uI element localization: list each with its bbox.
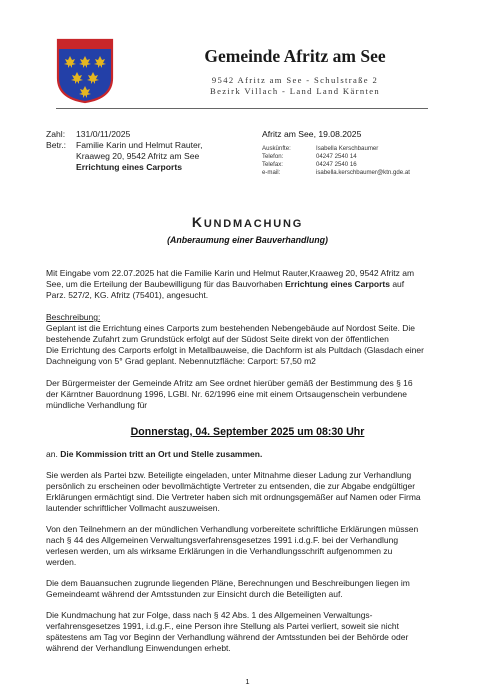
contact-value: 04247 2540 16: [316, 161, 357, 168]
contact-email: isabella.kerschbaumer@ktn.gde.at: [316, 169, 410, 176]
document-date: Afritz am See, 19.08.2025: [262, 129, 362, 139]
betr-line-2: Kraaweg 20, 9542 Afritz am See: [76, 151, 200, 161]
parties-line: lautender schriftlicher Vollmacht auszuweisen.: [46, 503, 220, 513]
effect-line: spätestens am Tag vor Beginn der Verhandlung während der Amtsstunden bei der Behörde oder: [46, 632, 409, 642]
meeting-place-prefix: an.: [46, 449, 61, 459]
effect-line: während der Verhandlung Einwendungen erhebt.: [46, 643, 231, 653]
coat-of-arms-icon: [56, 38, 114, 104]
effect-line: verfahrensgesetzes 1991, i.d.g.F., eine Person ihre Stellung als Partei verliert, soweit sie nicht: [46, 621, 399, 631]
intro-line: Parz. 527/2, KG. Afritz (75401), angesucht.: [46, 290, 209, 300]
written-line: nach § 44 des Allgemeinen Verwaltungsverfahrensgesetzes 1991 i.d.g.F. bei der Verhandlung: [46, 535, 399, 545]
municipality-name: Gemeinde Afritz am See: [204, 46, 386, 66]
description-line: Geplant ist die Errichtung eines Carports zum bestehenden Nebengebäude auf Nordost Seite. Die: [46, 323, 416, 333]
contact-label: Auskünfte:: [262, 145, 291, 152]
order-line: der Kärntner Bauordnung 1996, LGBl. Nr. 62/1996 eine mit einem Ortsaugenschein verbundene: [46, 389, 408, 399]
project-name: Errichtung eines Carports: [285, 279, 390, 289]
parties-line: Erklärungen ermächtigt sind. Die Vertreter haben sich mit ordnungsgemäßer auf Namen oder Firma: [46, 492, 421, 502]
meeting-place: [46, 449, 458, 460]
meeting-place-text: Die Kommission tritt an Ort und Stelle zusammen.: [60, 449, 263, 459]
meeting-date: Donnerstag, 04. September 2025 um 08:30 Uhr: [130, 426, 365, 438]
zahl-label: Zahl:: [46, 129, 66, 139]
contact-row: [262, 161, 462, 169]
intro-text: auf: [389, 279, 405, 289]
betr-line-1: Familie Karin und Helmut Rauter,: [76, 140, 203, 150]
intro-text: See, um die Erteilung der Baubewilligung für das Bauvorhaben: [46, 279, 286, 289]
contact-row: [262, 169, 462, 177]
betr-label: Betr.:: [46, 140, 67, 150]
description-line: bestehende Zufahrt zum Grundstück erfolgt auf der Südost Seite direkt von der öffentlichen: [46, 334, 389, 344]
parties-line: Sie werden als Partei bzw. Beteiligte eingeladen, unter Mitnahme dieser Ladung zur Verhandlung: [46, 470, 412, 480]
description-line: Die Errichtung des Carports erfolgt in Metallbauweise, die Dachform ist als Pultdach (Glasdach einer: [46, 345, 424, 355]
contact-value: Isabella Kerschbaumer: [316, 145, 379, 152]
title-initial: K: [191, 214, 204, 230]
document-title: [0, 214, 495, 230]
document-subtitle: (Anberaumung einer Bauverhandlung): [167, 235, 328, 245]
contact-row: [262, 153, 462, 161]
description-heading: Beschreibung:: [46, 312, 101, 322]
contact-label: Telefon:: [262, 153, 284, 160]
effect-line: Die Kundmachung hat zur Folge, dass nach § 42 Abs. 1 des Allgemeinen Verwaltungs-: [46, 610, 373, 620]
page-number: 1: [245, 677, 250, 686]
intro-line: [46, 279, 458, 290]
written-line: Von den Teilnehmern an der mündlichen Verhandlung vorbereitete schriftliche Erklärungen müssen: [46, 524, 419, 534]
address-line-1: 9542 Afritz am See - Schulstraße 2: [211, 75, 379, 85]
header-divider: [56, 108, 428, 109]
address-line-2: Bezirk Villach - Land Land Kärnten: [209, 86, 381, 96]
contact-value: 04247 2540 14: [316, 153, 357, 160]
contact-row: [262, 145, 462, 153]
contact-label: e-mail:: [262, 169, 281, 176]
zahl-value: 131/0/11/2025: [76, 129, 131, 139]
plans-line: Die dem Bauansuchen zugrunde liegenden Pläne, Berechnungen und Beschreibungen liegen im: [46, 578, 410, 588]
intro-line: Mit Eingabe vom 22.07.2025 hat die Familie Karin und Helmut Rauter,Kraaweg 20, 9542 Afritz am: [46, 268, 415, 278]
description-line: Dachneigung von 5° Grad geplant. Nebennutzfläche: Carport: 57,50 m2: [46, 356, 316, 366]
order-line: mündliche Verhandlung für: [46, 400, 148, 410]
written-line: werden.: [46, 557, 77, 567]
parties-line: persönlich zu erscheinen oder bevollmächtigte Vertreter zu entsenden, die zur Abgabe endgültiger: [46, 481, 416, 491]
written-line: verlesen werden, um als wirksame Erklärungen in die Verhandlungsschrift aufgenommen zu: [46, 546, 393, 556]
betr-line-3: Errichtung eines Carports: [76, 162, 183, 172]
title-rest: UNDMACHUNG: [203, 218, 304, 230]
plans-line: Gemeindeamt während der Amtsstunden zur Einsicht durch die Beteiligten auf.: [46, 589, 343, 599]
order-line: Der Bürgermeister der Gemeinde Afritz am See ordnet hierüber gemäß der Bestimmung des § 16: [46, 378, 413, 388]
contact-label: Telefax:: [262, 161, 284, 168]
